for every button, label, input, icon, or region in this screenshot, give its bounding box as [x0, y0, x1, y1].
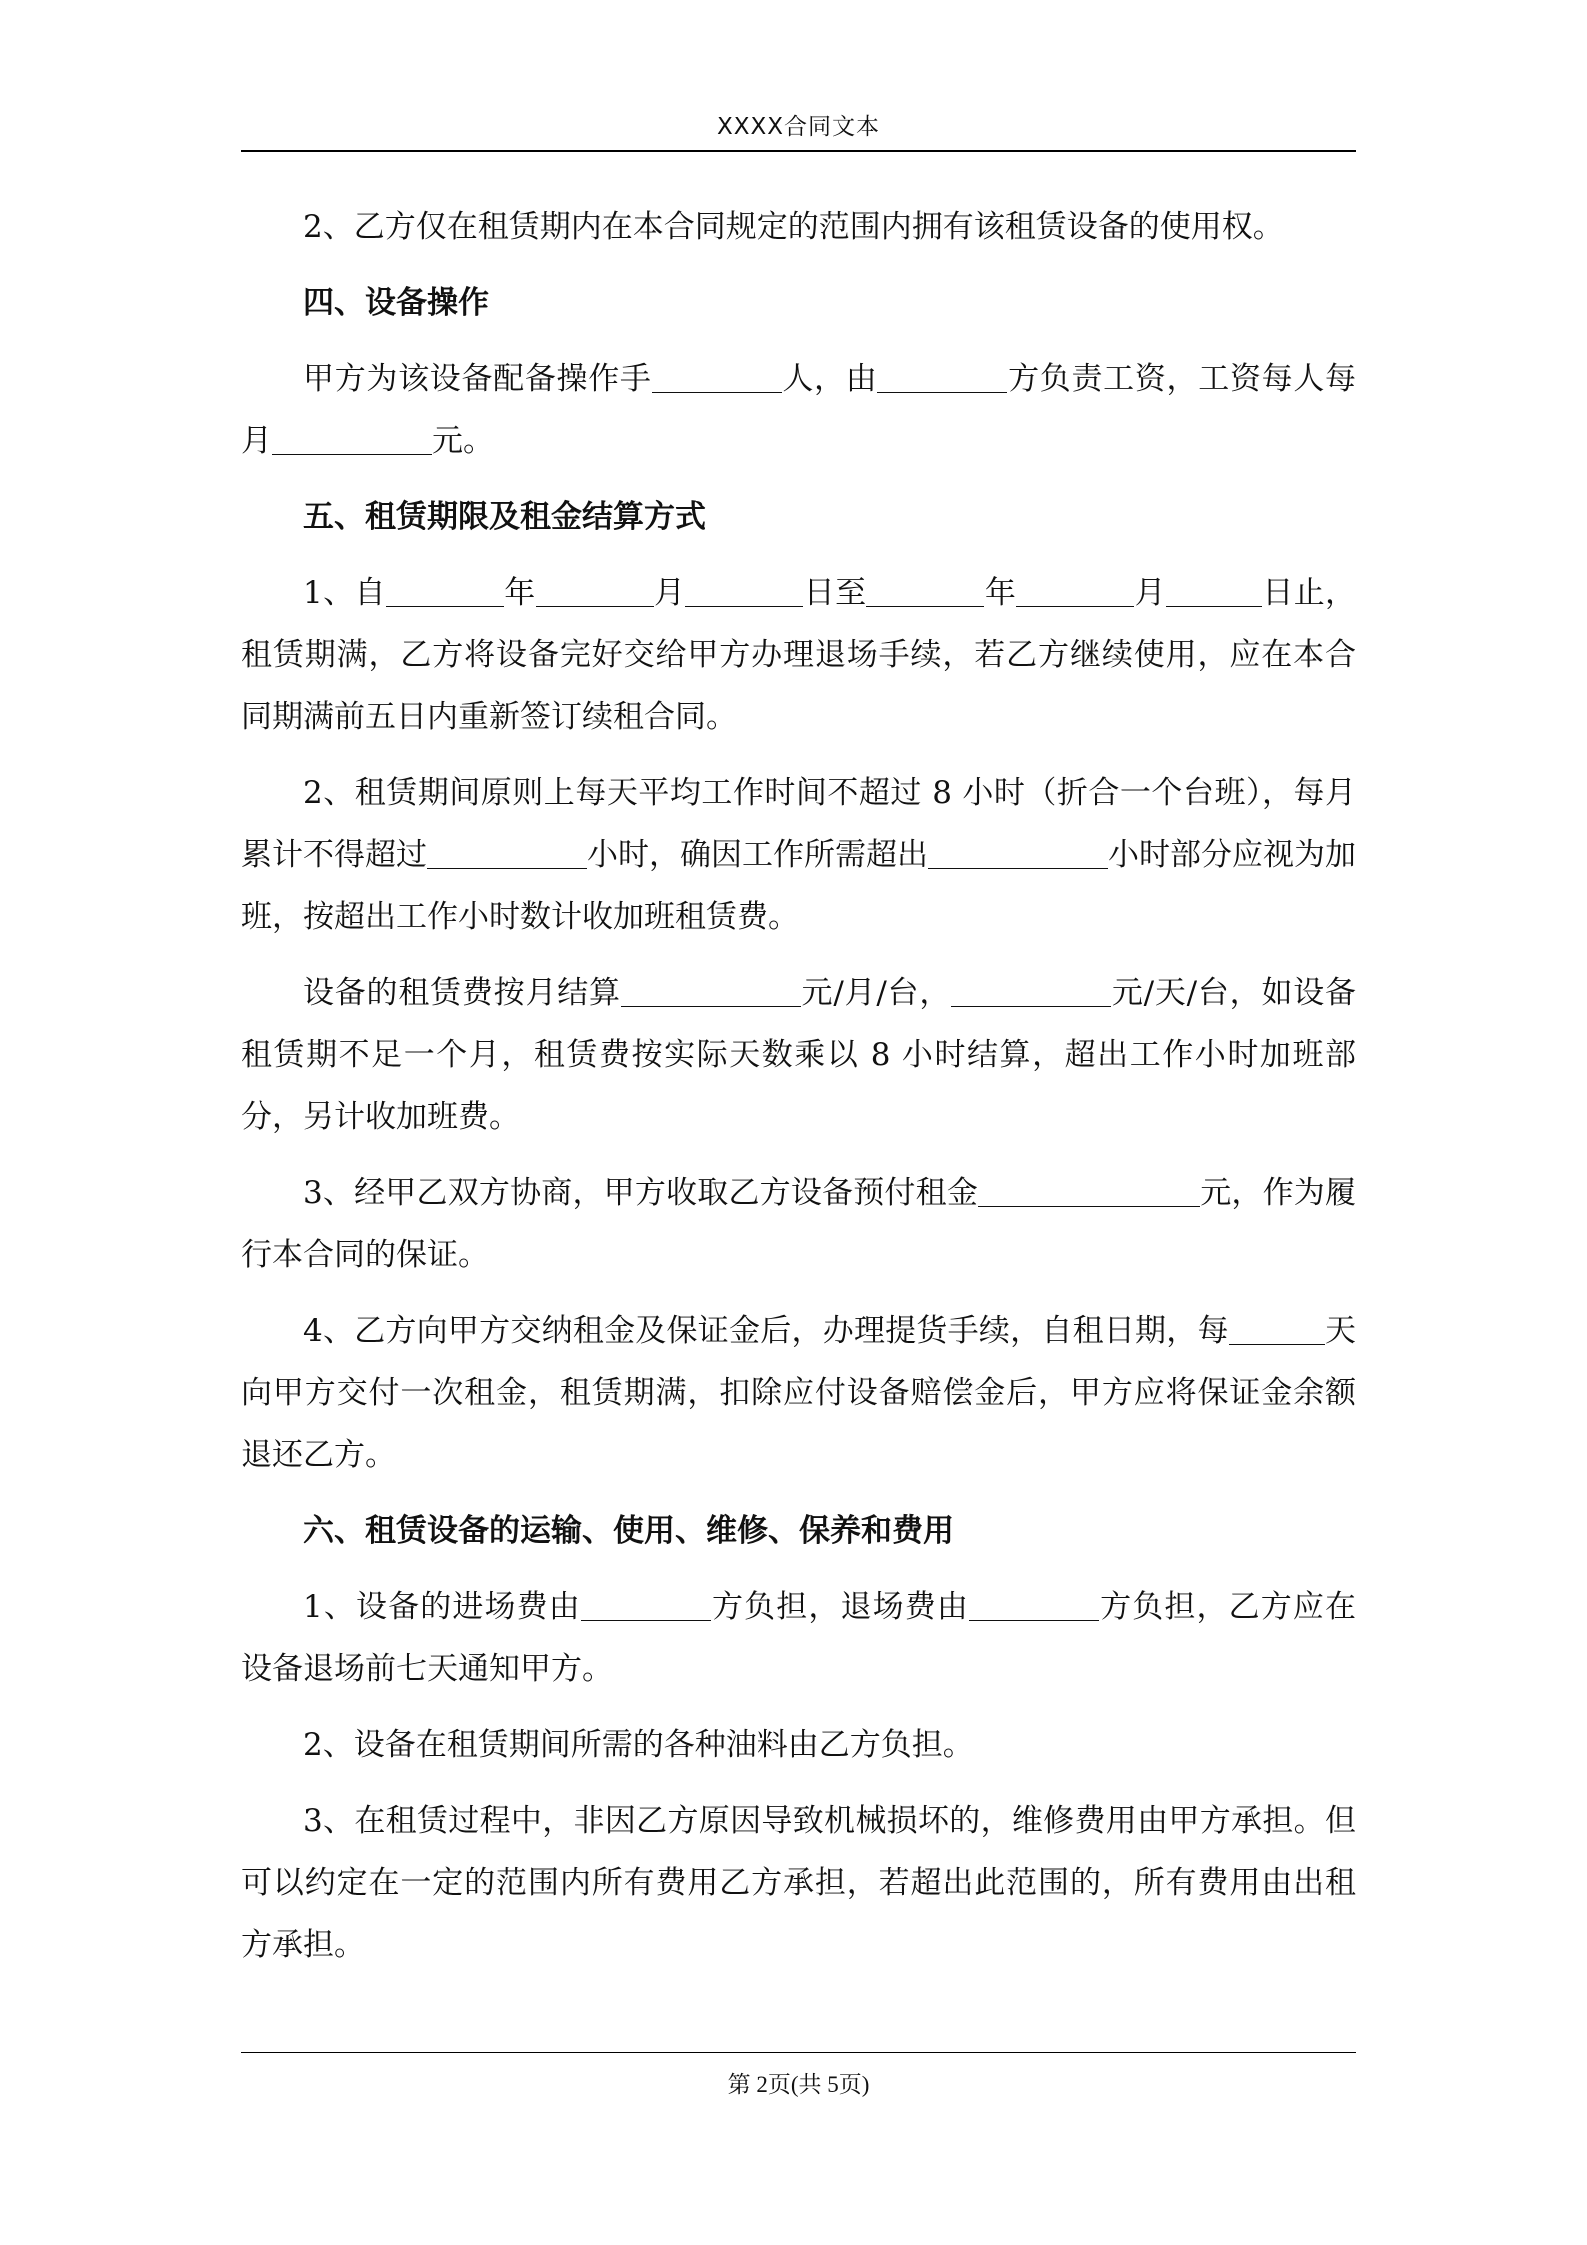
text-segment: 年 [984, 575, 1017, 611]
text-segment: 小时部分应视为加班，按超出工作小时数计收加班租赁费。 [241, 837, 1356, 935]
text-segment: 甲方为该设备配备操作手 [303, 361, 652, 397]
text-segment: 元/月/台， [800, 975, 952, 1011]
section-heading-transport-maintenance: 六、租赁设备的运输、使用、维修、保养和费用 [303, 1513, 954, 1549]
text-segment: 方负担，退场费由 [710, 1589, 969, 1625]
text-segment: 4、乙方向甲方交纳租金及保证金后，办理提货手续，自租日期，每 [303, 1313, 1229, 1349]
blank-operator-count[interactable] [652, 356, 782, 393]
section-heading-equipment-operation: 四、设备操作 [303, 285, 489, 321]
blank-wage-party[interactable] [877, 356, 1007, 393]
blank-entry-fee-party[interactable] [581, 1584, 711, 1621]
blank-daily-fee[interactable] [951, 970, 1111, 1007]
paragraph-deposit [241, 1162, 1356, 1286]
text-segment: 1、自 [303, 575, 386, 611]
paragraph-usage-right: 2、乙方仅在租赁期内在本合同规定的范围内拥有该租赁设备的使用权。 [303, 209, 1284, 245]
blank-start-month[interactable] [536, 570, 654, 607]
paragraph-entry-exit-fee [241, 1576, 1356, 1700]
blank-prepaid-rent[interactable] [978, 1170, 1200, 1207]
text-segment: 方负担，乙方应在设备退场前七天通知甲方。 [241, 1589, 1357, 1687]
section-heading-lease-term: 五、租赁期限及租金结算方式 [303, 499, 706, 535]
text-segment: 人，由 [781, 361, 878, 397]
blank-start-year[interactable] [386, 570, 504, 607]
footer-rule [241, 2052, 1356, 2053]
text-segment: 1、设备的进场费由 [303, 1589, 581, 1625]
text-segment: 元。 [432, 423, 494, 459]
page-number: 第 2页(共 5页) [727, 2072, 870, 2097]
text-segment: 月 [1134, 575, 1166, 611]
text-segment: 2、租赁期间原则上每天平均工作时间不超过 8 小时（折合一个台班），每月累计不得超过 [241, 775, 1356, 873]
paragraph-fuel: 2、设备在租赁期间所需的各种油料由乙方负担。 [303, 1727, 974, 1763]
paragraph-repair: 3、在租赁过程中，非因乙方原因导致机械损坏的，维修费用由甲方承担。但可以约定在一定的范围内所有费用乙方承担，若超出此范围的，所有费用由出租方承担。 [241, 1803, 1356, 1963]
text-segment: 日止，租赁期满，乙方将设备完好交给甲方办理退场手续，若乙方继续使用，应在本合同期满前五日内重新签订续租合同。 [241, 575, 1357, 735]
text-segment: 元，作为履行本合同的保证。 [241, 1175, 1356, 1273]
contract-body [241, 196, 1356, 1990]
blank-end-year[interactable] [866, 570, 984, 607]
page-header: XXXX合同文本 [716, 114, 881, 140]
paragraph-lease-period [241, 562, 1356, 748]
blank-payment-interval[interactable] [1229, 1308, 1325, 1345]
text-segment: 年 [503, 575, 536, 611]
text-segment: 3、经甲乙双方协商，甲方收取乙方设备预付租金 [303, 1175, 979, 1211]
blank-overtime-hours[interactable] [928, 832, 1108, 869]
blank-exit-fee-party[interactable] [969, 1584, 1099, 1621]
blank-monthly-wage[interactable] [272, 418, 432, 455]
text-segment: 日至 [803, 575, 867, 611]
header-rule [241, 150, 1356, 152]
text-segment: 天向甲方交付一次租金，租赁期满，扣除应付设备赔偿金后，甲方应将保证金余额退还乙方。 [241, 1313, 1356, 1473]
blank-monthly-hour-limit[interactable] [427, 832, 587, 869]
blank-end-day[interactable] [1166, 570, 1262, 607]
paragraph-working-hours [241, 762, 1356, 948]
text-segment: 设备的租赁费按月结算 [303, 975, 621, 1011]
paragraph-operators [241, 348, 1356, 472]
text-segment: 月 [653, 575, 686, 611]
blank-end-month[interactable] [1016, 570, 1134, 607]
text-segment: 小时，确因工作所需超出 [587, 837, 928, 873]
paragraph-payment-cycle [241, 1300, 1356, 1486]
blank-monthly-fee[interactable] [621, 970, 801, 1007]
blank-start-day[interactable] [685, 570, 803, 607]
text-segment: 元/天/台，如设备租赁期不足一个月，租赁费按实际天数乘以 8 小时结算，超出工作小时加班部分，另计收加班费。 [241, 975, 1357, 1135]
paragraph-rental-fee [241, 962, 1356, 1148]
text-segment: 方负责工资，工资每人每月 [241, 361, 1357, 459]
